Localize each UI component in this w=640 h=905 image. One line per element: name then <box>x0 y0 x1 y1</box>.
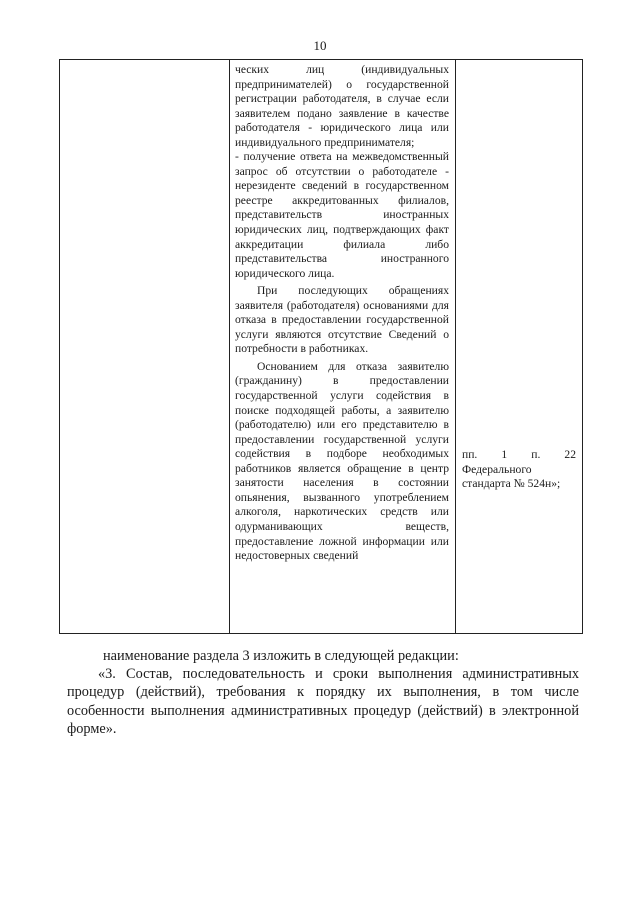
table-cell-reference <box>456 60 583 634</box>
cell-paragraph: При последующих обращениях заявителя (работодателя) основаниями для отказа в предоставлении государственной услуги являются отсутствие Сведений о потребности в работниках. <box>235 284 449 356</box>
table-cell-empty <box>60 60 230 634</box>
table-row <box>60 60 583 634</box>
body-intro: наименование раздела 3 изложить в следующей редакции: <box>103 648 459 664</box>
cell-paragraph: ческих лиц (индивидуальных предпринимателей) о государственной регистрации работодателя, в случае если заявителем подано заявление в качестве работодателя - юридического лица или индивидуального предпринимателя; <box>235 63 449 149</box>
cell-text-block <box>230 60 455 564</box>
cell-paragraph: Основанием для отказа заявителю (гражданину) в предоставлении государственной услуги содействия в поиске подходящей работы, а заявителю (работодателю) или его представителю в предоставлении государственной услуги содействия в подборе необходимых работников является обращение в центр занятости населения в состоянии опьянения, вызванного употреблением алкоголя, наркотических средств или одурманивающих веществ, предоставление ложной информации или недостоверных сведений <box>235 359 449 563</box>
body-text <box>67 647 579 738</box>
page-number: 10 <box>313 38 327 53</box>
section-title-quote: «3. Состав, последовательность и сроки выполнения административных процедур (действий), требования к порядку их выполнения, в том числе особенности выполнения административных процедур (действий) в электронной форме». <box>67 666 579 737</box>
cell-paragraph: - получение ответа на межведомственный запрос об отсутствии о работодателе - нерезиденте сведений в государственном реестре аккредитованных филиалов, представительств иностранных юридических лиц, подтверждающих факт аккредитации филиала либо представительства иностранного юридического лица. <box>235 150 449 280</box>
table-cell-text <box>230 60 456 634</box>
document-table <box>59 59 583 634</box>
reference-text: пп. 1 п. 22 Федерального стандарта № 524н»; <box>462 448 576 491</box>
